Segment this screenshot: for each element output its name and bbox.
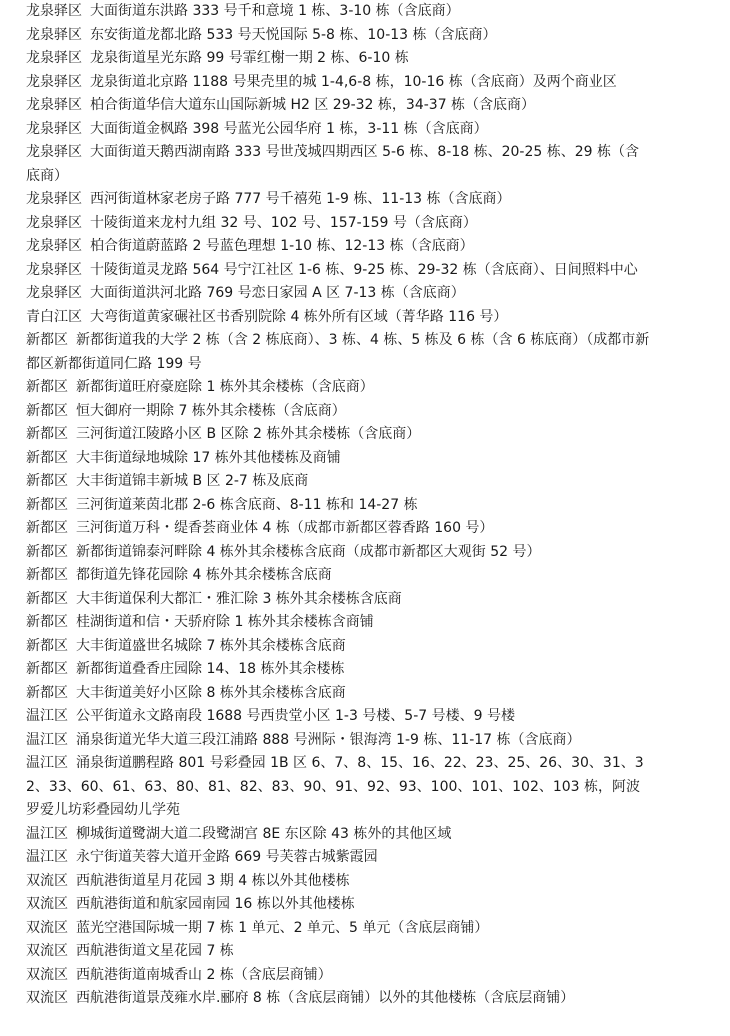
list-item — [26, 823, 652, 847]
address-text: 新都街道叠香庄园除 14、18 栋外其余楼栋 — [76, 661, 345, 677]
district-label: 新都区 — [26, 637, 68, 654]
district-label: 新都区 — [26, 614, 68, 630]
list-item — [26, 611, 652, 635]
address-text: 公平街道永文路南段 1688 号西贵堂小区 1-3 号楼、5-7 号楼、9 号楼 — [76, 708, 515, 724]
document-body — [26, 0, 652, 1011]
list-item — [26, 0, 652, 24]
address-text: 大面街道东洪路 333 号千和意境 1 栋、3-10 栋（含底商） — [90, 3, 460, 19]
address-text: 大面街道洪河北路 769 号恋日家园 A 区 7-13 栋（含底商） — [90, 285, 465, 301]
list-item — [26, 188, 652, 212]
district-label: 温江区 — [26, 755, 68, 771]
district-label: 新都区 — [26, 332, 68, 348]
list-item — [26, 94, 652, 118]
district-label: 温江区 — [26, 825, 68, 842]
list-item — [26, 423, 652, 447]
district-label: 双流区 — [26, 966, 68, 983]
list-item — [26, 917, 652, 941]
district-label: 新都区 — [26, 543, 68, 560]
district-label: 新都区 — [26, 567, 68, 583]
list-item — [26, 541, 652, 565]
district-label: 新都区 — [26, 496, 68, 513]
address-text: 大丰街道绿地城除 17 栋外其他楼栋及商铺 — [76, 449, 341, 466]
address-text: 蓝光空港国际城一期 7 栋 1 单元、2 单元、5 单元（含底层商铺） — [76, 919, 489, 936]
district-label: 双流区 — [26, 896, 68, 912]
list-item — [26, 47, 652, 71]
address-text: 西河街道林家老房子路 777 号千禧苑 1-9 栋、11-13 栋（含底商） — [90, 191, 511, 207]
district-label: 龙泉驿区 — [26, 191, 82, 207]
list-item — [26, 987, 652, 1011]
address-text: 桂湖街道和信・天骄府除 1 栋外其余楼栋含商铺 — [76, 614, 374, 630]
address-text: 西航港街道星月花园 3 期 4 栋以外其他楼栋 — [76, 872, 350, 889]
address-text: 柳城街道鹭湖大道二段鹭湖宫 8E 东区除 43 栋外的其他区域 — [76, 825, 452, 842]
address-text: 西航港街道文星花园 7 栋 — [76, 943, 234, 959]
list-item — [26, 282, 652, 306]
district-label: 新都区 — [26, 402, 68, 419]
address-text: 柏合街道华信大道东山国际新城 H2 区 29-32 栋，34-37 栋（含底商） — [90, 97, 536, 113]
district-label: 龙泉驿区 — [26, 214, 82, 231]
district-label: 温江区 — [26, 731, 68, 748]
list-item — [26, 940, 652, 964]
list-item — [26, 141, 652, 188]
address-text: 都街道先锋花园除 4 栋外其余楼栋含底商 — [76, 567, 332, 583]
list-item — [26, 235, 652, 259]
list-item — [26, 118, 652, 142]
list-item — [26, 658, 652, 682]
list-item — [26, 564, 652, 588]
list-item — [26, 729, 652, 753]
list-item — [26, 705, 652, 729]
address-text: 大弯街道黄家碾社区书香别院除 4 栋外所有区域（菁华路 116 号） — [90, 308, 508, 325]
list-item — [26, 635, 652, 659]
district-label: 新都区 — [26, 473, 68, 489]
list-item — [26, 494, 652, 518]
list-item — [26, 588, 652, 612]
district-label: 新都区 — [26, 661, 68, 677]
district-label: 新都区 — [26, 684, 68, 701]
list-item — [26, 259, 652, 283]
list-item — [26, 752, 652, 823]
district-label: 双流区 — [26, 990, 68, 1006]
address-text: 西航港街道景茂雍水岸.郦府 8 栋（含底层商铺）以外的其他楼栋（含底层商铺） — [76, 990, 575, 1006]
district-label: 龙泉驿区 — [26, 50, 82, 66]
district-label: 龙泉驿区 — [26, 3, 82, 19]
list-item — [26, 400, 652, 424]
district-label: 青白江区 — [26, 308, 82, 325]
address-text: 三河街道万科・缇香荟商业体 4 栋（成都市新都区蓉香路 160 号） — [76, 520, 494, 536]
address-text: 涌泉街道光华大道三段江浦路 888 号洲际・银海湾 1-9 栋、11-17 栋（含底商） — [76, 731, 581, 748]
district-label: 温江区 — [26, 708, 68, 724]
list-item — [26, 329, 652, 376]
address-text: 十陵街道灵龙路 564 号宁江社区 1-6 栋、9-25 栋、29-32 栋（含底商）、日间照料中心 — [90, 261, 638, 278]
address-text: 西航港街道和航家园南园 16 栋以外其他楼栋 — [76, 896, 355, 912]
address-text: 新都街道旺府豪庭除 1 栋外其余楼栋（含底商） — [76, 379, 374, 395]
list-item — [26, 870, 652, 894]
list-item — [26, 447, 652, 471]
address-text: 大丰街道锦丰新城 B 区 2-7 栋及底商 — [76, 473, 309, 489]
address-text: 恒大御府一期除 7 栋外其余楼栋（含底商） — [76, 402, 346, 419]
district-label: 新都区 — [26, 449, 68, 466]
address-text: 大丰街道保利大都汇・雅汇除 3 栋外其余楼栋含底商 — [76, 590, 402, 607]
district-label: 龙泉驿区 — [26, 120, 82, 137]
list-item — [26, 846, 652, 870]
list-item — [26, 517, 652, 541]
list-item — [26, 71, 652, 95]
district-label: 龙泉驿区 — [26, 73, 82, 90]
district-label: 龙泉驿区 — [26, 238, 82, 254]
district-label: 温江区 — [26, 849, 68, 865]
address-text: 大丰街道盛世名城除 7 栋外其余楼栋含底商 — [76, 637, 346, 654]
address-text: 东安街道龙都北路 533 号天悦国际 5-8 栋、10-13 栋（含底商） — [90, 26, 497, 43]
list-item — [26, 376, 652, 400]
district-label: 双流区 — [26, 943, 68, 959]
district-label: 新都区 — [26, 379, 68, 395]
list-item — [26, 470, 652, 494]
district-label: 龙泉驿区 — [26, 97, 82, 113]
list-item — [26, 24, 652, 48]
address-text: 新都街道我的大学 2 栋（含 2 栋底商）、3 栋、4 栋、5 栋及 6 栋（含 6 栋底商）（成都市新都区新都街道同仁路 199 号 — [26, 332, 650, 372]
address-text: 龙泉街道星光东路 99 号霏红榭一期 2 栋、6-10 栋 — [90, 50, 409, 66]
list-item — [26, 893, 652, 917]
address-text: 永宁街道芙蓉大道开金路 669 号芙蓉古城紫霞园 — [76, 849, 378, 865]
address-text: 新都街道锦泰河畔除 4 栋外其余楼栋含底商（成都市新都区大观街 52 号） — [76, 543, 541, 560]
address-text: 涌泉街道鹏程路 801 号彩叠园 1B 区 6、7、8、15、16、22、23、25、26、30、31、32、33、60、61、63、80、81、82、83、90、91、92、93、100、101、102、103 栋，阿波罗爱儿坊彩叠园幼儿学苑 — [26, 755, 644, 818]
address-text: 十陵街道来龙村九组 32 号、102 号、157-159 号（含底商） — [90, 214, 477, 231]
address-text: 三河街道江陵路小区 B 区除 2 栋外其余楼栋（含底商） — [76, 426, 421, 442]
address-text: 西航港街道南城香山 2 栋（含底层商铺） — [76, 966, 332, 983]
district-label: 龙泉驿区 — [26, 26, 82, 43]
district-label: 新都区 — [26, 590, 68, 607]
address-text: 大面街道金枫路 398 号蓝光公园华府 1 栋，3-11 栋（含底商） — [90, 120, 488, 137]
district-label: 龙泉驿区 — [26, 285, 82, 301]
list-item — [26, 964, 652, 988]
district-label: 新都区 — [26, 520, 68, 536]
district-label: 龙泉驿区 — [26, 144, 82, 160]
address-text: 柏合街道蔚蓝路 2 号蓝色理想 1-10 栋、12-13 栋（含底商） — [90, 238, 474, 254]
address-text: 大面街道天鹅西湖南路 333 号世茂城四期西区 5-6 栋、8-18 栋、20-25 栋、29 栋（含底商） — [26, 144, 640, 184]
district-label: 双流区 — [26, 919, 68, 936]
district-label: 双流区 — [26, 872, 68, 889]
address-text: 大丰街道美好小区除 8 栋外其余楼栋含底商 — [76, 684, 346, 701]
address-text: 三河街道莱茵北郡 2-6 栋含底商、8-11 栋和 14-27 栋 — [76, 496, 418, 513]
list-item — [26, 212, 652, 236]
address-text: 龙泉街道北京路 1188 号果壳里的城 1-4,6-8 栋，10-16 栋（含底商）及两个商业区 — [90, 73, 617, 90]
list-item — [26, 306, 652, 330]
district-label: 龙泉驿区 — [26, 261, 82, 278]
list-item — [26, 682, 652, 706]
district-label: 新都区 — [26, 426, 68, 442]
